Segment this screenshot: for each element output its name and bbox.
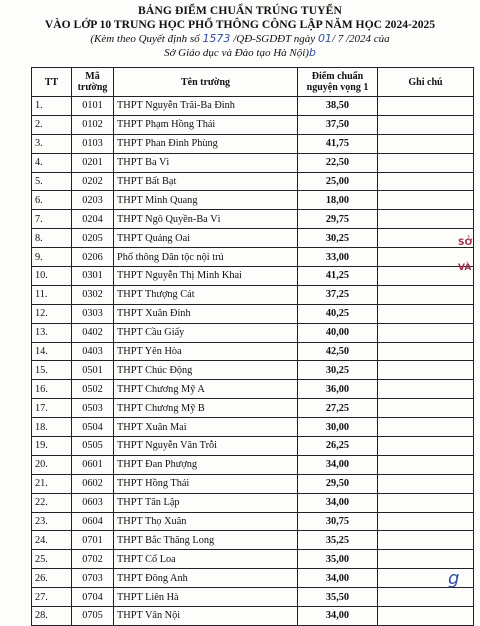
table-row: [32, 191, 474, 210]
school-code: 0201: [72, 153, 114, 172]
col-header-note: Ghi chú: [378, 68, 474, 97]
cutoff-score: 34,00: [298, 569, 378, 588]
table-row: [32, 285, 474, 304]
school-code: 0504: [72, 418, 114, 437]
row-number: 10.: [32, 267, 72, 286]
school-name: THPT Tân Lập: [114, 493, 298, 512]
decision-text-c: / 7 /2024 của: [331, 33, 390, 45]
note: [378, 97, 474, 116]
table-row: [32, 134, 474, 153]
table-body: [32, 97, 474, 626]
school-name: Phổ thông Dân tộc nội trú: [114, 248, 298, 267]
school-name: THPT Chương Mỹ B: [114, 399, 298, 418]
note: [378, 455, 474, 474]
row-number: 11.: [32, 285, 72, 304]
cutoff-score: 37,25: [298, 285, 378, 304]
table-row: [32, 361, 474, 380]
decision-number: 1573: [202, 32, 231, 45]
table-row: [32, 229, 474, 248]
row-number: 6.: [32, 191, 72, 210]
cutoff-score: 40,25: [298, 304, 378, 323]
school-name: THPT Minh Quang: [114, 191, 298, 210]
row-number: 4.: [32, 153, 72, 172]
school-code: 0502: [72, 380, 114, 399]
school-code: 0703: [72, 569, 114, 588]
school-name: THPT Nguyễn Thị Minh Khai: [114, 267, 298, 286]
table-row: [32, 115, 474, 134]
school-name: THPT Đan Phượng: [114, 455, 298, 474]
stamp-fragment-top: SỞ: [458, 238, 473, 248]
school-code: 0705: [72, 607, 114, 626]
cutoff-score: 40,00: [298, 323, 378, 342]
cutoff-score: 22,50: [298, 153, 378, 172]
decision-day: 01: [317, 32, 332, 45]
row-number: 22.: [32, 493, 72, 512]
school-name: THPT Ngô Quyền-Ba Vì: [114, 210, 298, 229]
row-number: 13.: [32, 323, 72, 342]
row-number: 5.: [32, 172, 72, 191]
col-header-score: Điểm chuẩn nguyện vọng 1: [298, 68, 378, 97]
school-name: THPT Phạm Hồng Thái: [114, 115, 298, 134]
school-name: THPT Nguyễn Trãi-Ba Đình: [114, 97, 298, 116]
school-code: 0102: [72, 115, 114, 134]
cutoff-score: 34,00: [298, 607, 378, 626]
note: [378, 134, 474, 153]
table-row: [32, 267, 474, 286]
cutoff-score: 30,25: [298, 229, 378, 248]
school-name: THPT Cầu Giấy: [114, 323, 298, 342]
school-code: 0403: [72, 342, 114, 361]
row-number: 7.: [32, 210, 72, 229]
school-name: THPT Bất Bạt: [114, 172, 298, 191]
school-name: THPT Thượng Cát: [114, 285, 298, 304]
document-title: BẢNG ĐIỂM CHUẨN TRÚNG TUYỂN: [138, 4, 342, 17]
cutoff-score: 35,25: [298, 531, 378, 550]
table-row: [32, 455, 474, 474]
school-name: THPT Phan Đình Phùng: [114, 134, 298, 153]
school-code: 0101: [72, 97, 114, 116]
school-name: THPT Xuân Mai: [114, 418, 298, 437]
note: [378, 115, 474, 134]
row-number: 25.: [32, 550, 72, 569]
row-number: 27.: [32, 588, 72, 607]
note: [378, 304, 474, 323]
row-number: 24.: [32, 531, 72, 550]
decision-text-b: /QĐ-SGDĐT ngày: [230, 33, 318, 45]
school-code: 0204: [72, 210, 114, 229]
row-number: 12.: [32, 304, 72, 323]
school-name: THPT Ba Vì: [114, 153, 298, 172]
school-code: 0503: [72, 399, 114, 418]
note: [378, 153, 474, 172]
row-number: 1.: [32, 97, 72, 116]
row-number: 8.: [32, 229, 72, 248]
table-row: [32, 342, 474, 361]
decision-reference: [0, 32, 480, 45]
cutoff-score: 30,25: [298, 361, 378, 380]
table-row: [32, 210, 474, 229]
issuing-authority-text: Sở Giáo dục và Đào tạo Hà Nội): [164, 47, 309, 59]
cutoff-score: 30,75: [298, 512, 378, 531]
school-code: 0604: [72, 512, 114, 531]
note: [378, 210, 474, 229]
cutoff-score: 35,00: [298, 550, 378, 569]
row-number: 17.: [32, 399, 72, 418]
note: [378, 588, 474, 607]
note: [378, 380, 474, 399]
cutoff-score: 37,50: [298, 115, 378, 134]
note: [378, 474, 474, 493]
table-row: [32, 569, 474, 588]
cutoff-score: 35,50: [298, 588, 378, 607]
school-code: 0601: [72, 455, 114, 474]
school-name: THPT Nguyễn Văn Trỗi: [114, 437, 298, 456]
school-name: THPT Chương Mỹ A: [114, 380, 298, 399]
school-code: 0206: [72, 248, 114, 267]
note: [378, 493, 474, 512]
col-header-tt: TT: [32, 68, 72, 97]
school-code: 0603: [72, 493, 114, 512]
note: [378, 437, 474, 456]
note: [378, 399, 474, 418]
row-number: 9.: [32, 248, 72, 267]
row-number: 14.: [32, 342, 72, 361]
table-row: [32, 304, 474, 323]
cutoff-score: 34,00: [298, 455, 378, 474]
school-code: 0505: [72, 437, 114, 456]
table-row: [32, 550, 474, 569]
school-code: 0303: [72, 304, 114, 323]
table-row: [32, 380, 474, 399]
table-row: [32, 474, 474, 493]
cutoff-score: 29,50: [298, 474, 378, 493]
stamp-fragment-bottom: VÀ: [458, 263, 472, 273]
row-number: 19.: [32, 437, 72, 456]
cutoff-score: 26,25: [298, 437, 378, 456]
table-row: [32, 493, 474, 512]
decision-text-a: (Kèm theo Quyết định số: [90, 33, 203, 45]
cutoff-score: 38,50: [298, 97, 378, 116]
school-code: 0205: [72, 229, 114, 248]
table-header-row: [32, 68, 474, 97]
school-name: THPT Chúc Động: [114, 361, 298, 380]
note: [378, 512, 474, 531]
school-code: 0702: [72, 550, 114, 569]
school-code: 0501: [72, 361, 114, 380]
cutoff-score: 18,00: [298, 191, 378, 210]
note: [378, 285, 474, 304]
note: [378, 361, 474, 380]
signature-mark: g: [448, 568, 460, 589]
table-row: [32, 153, 474, 172]
cutoff-score: 29,75: [298, 210, 378, 229]
note: [378, 172, 474, 191]
col-header-name: Tên trường: [114, 68, 298, 97]
table-row: [32, 531, 474, 550]
school-name: THPT Liên Hà: [114, 588, 298, 607]
table-row: [32, 399, 474, 418]
col-header-code: Mã trường: [72, 68, 114, 97]
school-name: THPT Vân Nội: [114, 607, 298, 626]
handwritten-mark: b: [308, 46, 316, 59]
row-number: 18.: [32, 418, 72, 437]
note: [378, 418, 474, 437]
row-number: 23.: [32, 512, 72, 531]
issuing-authority: [0, 46, 480, 59]
school-code: 0203: [72, 191, 114, 210]
table-row: [32, 97, 474, 116]
note: [378, 607, 474, 626]
row-number: 2.: [32, 115, 72, 134]
school-code: 0701: [72, 531, 114, 550]
cutoff-score: 36,00: [298, 380, 378, 399]
table-row: [32, 172, 474, 191]
table-row: [32, 418, 474, 437]
cutoff-score: 30,00: [298, 418, 378, 437]
row-number: 20.: [32, 455, 72, 474]
row-number: 3.: [32, 134, 72, 153]
cutoff-score: 41,75: [298, 134, 378, 153]
school-name: THPT Hồng Thái: [114, 474, 298, 493]
school-code: 0704: [72, 588, 114, 607]
school-name: THPT Quảng Oai: [114, 229, 298, 248]
school-code: 0402: [72, 323, 114, 342]
table-row: [32, 437, 474, 456]
row-number: 26.: [32, 569, 72, 588]
cutoff-score: 27,25: [298, 399, 378, 418]
school-code: 0602: [72, 474, 114, 493]
note: [378, 342, 474, 361]
school-code: 0103: [72, 134, 114, 153]
table-row: [32, 512, 474, 531]
row-number: 28.: [32, 607, 72, 626]
table-row: [32, 323, 474, 342]
school-name: THPT Thọ Xuân: [114, 512, 298, 531]
school-name: THPT Đông Anh: [114, 569, 298, 588]
table-row: [32, 248, 474, 267]
note: [378, 191, 474, 210]
table-row: [32, 588, 474, 607]
row-number: 21.: [32, 474, 72, 493]
school-name: THPT Yên Hòa: [114, 342, 298, 361]
school-name: THPT Cổ Loa: [114, 550, 298, 569]
school-code: 0301: [72, 267, 114, 286]
note: [378, 550, 474, 569]
cutoff-score: 34,00: [298, 493, 378, 512]
row-number: 15.: [32, 361, 72, 380]
cutoff-score: 41,25: [298, 267, 378, 286]
school-code: 0202: [72, 172, 114, 191]
cutoff-score: 33,00: [298, 248, 378, 267]
school-code: 0302: [72, 285, 114, 304]
admission-scores-table: [31, 67, 474, 626]
note: [378, 323, 474, 342]
row-number: 16.: [32, 380, 72, 399]
note: [378, 531, 474, 550]
school-name: THPT Xuân Đỉnh: [114, 304, 298, 323]
school-name: THPT Bắc Thăng Long: [114, 531, 298, 550]
cutoff-score: 42,50: [298, 342, 378, 361]
cutoff-score: 25,00: [298, 172, 378, 191]
table-row: [32, 607, 474, 626]
document-subtitle: VÀO LỚP 10 TRUNG HỌC PHỔ THÔNG CÔNG LẬP NĂM HỌC 2024-2025: [44, 18, 436, 31]
